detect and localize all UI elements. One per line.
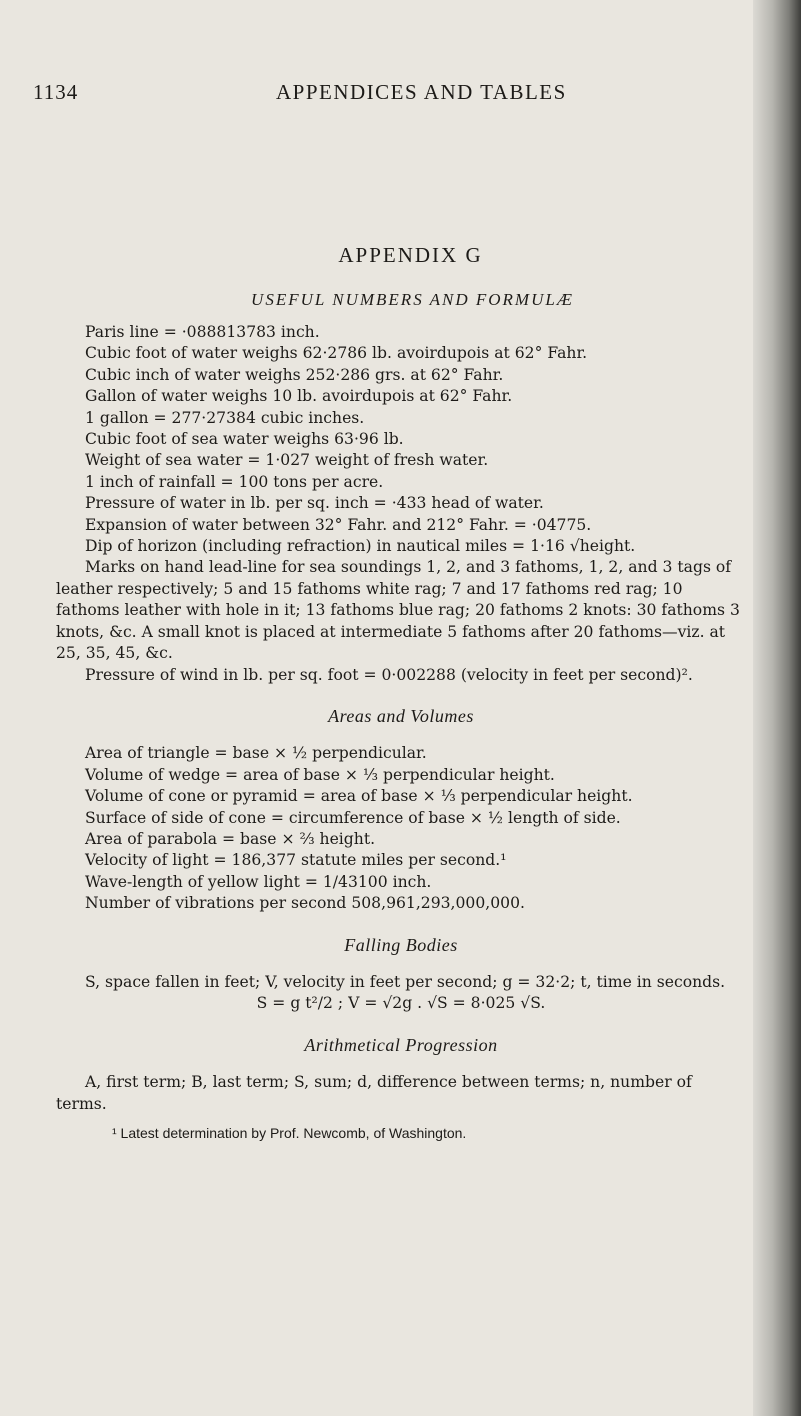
text-line: Area of triangle = base × ½ perpendicular. bbox=[85, 744, 427, 763]
text-paragraph: S, space fallen in feet; V, velocity in feet per second; g = 32·2; t, time in seconds. bbox=[85, 972, 726, 991]
text-line: Gallon of water weighs 10 lb. avoirdupois at 62° Fahr. bbox=[85, 387, 513, 406]
text-line: Volume of wedge = area of base × ⅓ perpendicular height. bbox=[85, 765, 555, 784]
book-page-edge bbox=[753, 0, 801, 1416]
falling-formula: S = g t²/2 ; V = √2g . √S = 8·025 √S. bbox=[256, 994, 546, 1013]
text-paragraph: Marks on hand lead-line for sea soundings 1, 2, and 3 fathoms, 1, 2, and 3 tags of leather respectively; 5 and 15 fathoms white rag; 7 and 17 fathoms red rag; 10 fathoms leather with hole in it; 13 fathoms blue rag; 20 fathoms 2 knots: 30 fathoms 3 knots, &c. A small knot is placed at intermediate 5 fathoms after 20 fathoms—viz. at 25, 35, 45, &c. bbox=[56, 558, 740, 663]
running-title: APPENDICES AND TABLES bbox=[276, 80, 567, 104]
text-line: Expansion of water between 32° Fahr. and 212° Fahr. = ·04775. bbox=[85, 515, 592, 534]
text-line: Number of vibrations per second 508,961,293,000,000. bbox=[85, 894, 525, 913]
text-line: Velocity of light = 186,377 statute miles per second.¹ bbox=[85, 851, 507, 870]
page-body bbox=[56, 322, 746, 1115]
text-line: Cubic foot of water weighs 62·2786 lb. avoirdupois at 62° Fahr. bbox=[85, 344, 588, 363]
text-paragraph: Pressure of wind in lb. per sq. foot = 0·002288 (velocity in feet per second)². bbox=[85, 665, 693, 684]
appendix-title: APPENDIX G bbox=[338, 243, 483, 267]
text-line: Surface of side of cone = circumference of base × ½ length of side. bbox=[85, 808, 621, 827]
text-line: Pressure of water in lb. per sq. inch = ·433 head of water. bbox=[85, 494, 544, 513]
falling-bodies-heading: Falling Bodies bbox=[344, 934, 458, 955]
text-line: Cubic inch of water weighs 252·286 grs. at 62° Fahr. bbox=[85, 365, 504, 384]
text-line: 1 inch of rainfall = 100 tons per acre. bbox=[85, 472, 384, 491]
text-line: Wave-length of yellow light = 1/43100 inch. bbox=[85, 872, 432, 891]
text-line: Paris line = ·088813783 inch. bbox=[85, 323, 320, 341]
text-line: Volume of cone or pyramid = area of base × ⅓ perpendicular height. bbox=[85, 787, 633, 806]
arithmetic-heading: Arithmetical Progression bbox=[304, 1034, 498, 1055]
areas-heading: Areas and Volumes bbox=[328, 705, 474, 726]
section-subtitle: USEFUL NUMBERS AND FORMULÆ bbox=[251, 290, 574, 309]
text-line: Weight of sea water = 1·027 weight of fresh water. bbox=[85, 451, 489, 470]
text-line: Dip of horizon (including refraction) in nautical miles = 1·16 √height. bbox=[85, 537, 636, 556]
text-paragraph: A, first term; B, last term; S, sum; d, difference between terms; n, number of terms. bbox=[56, 1073, 692, 1113]
text-line: Area of parabola = base × ⅔ height. bbox=[85, 829, 376, 848]
text-line: Cubic foot of sea water weighs 63·96 lb. bbox=[85, 430, 404, 449]
footnote: ¹ Latest determination by Prof. Newcomb, of Washington. bbox=[112, 1125, 467, 1141]
page-number: 1134 bbox=[33, 80, 79, 104]
page-header bbox=[33, 80, 733, 110]
text-line: 1 gallon = 277·27384 cubic inches. bbox=[85, 408, 365, 427]
